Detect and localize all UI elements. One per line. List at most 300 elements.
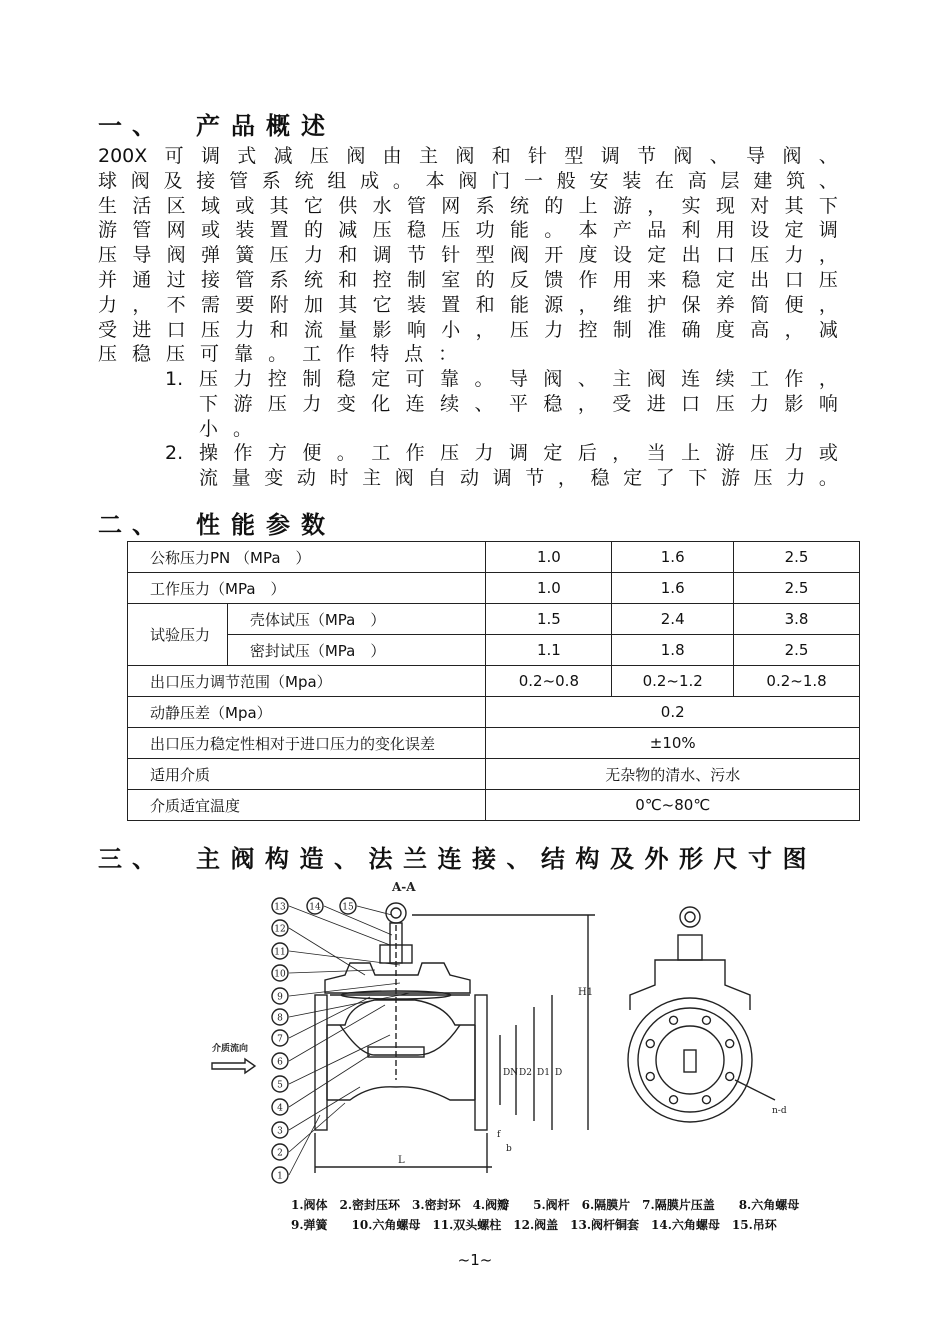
char: 稳 (406, 219, 426, 242)
dim-d2: D2 (519, 1068, 532, 1078)
callout-number: 12 (274, 924, 286, 935)
bolt-hole (726, 1072, 734, 1080)
table-cell: 0.2~1.8 (734, 666, 860, 697)
table-cell: 2.4 (612, 604, 734, 635)
char: 型 (475, 244, 495, 267)
char: 动 (296, 467, 316, 490)
callout-leader (289, 970, 375, 973)
char: 确 (681, 318, 701, 341)
char: 力 (750, 392, 770, 415)
char: 游 (721, 467, 741, 490)
callout-group (272, 898, 410, 1183)
char: 压 (309, 145, 329, 167)
char: 游 (233, 392, 253, 415)
char: 能 (509, 293, 529, 316)
dim-l: L (398, 1155, 405, 1166)
char: 进 (132, 318, 152, 341)
callout-leader (289, 1103, 345, 1152)
callout-number: 15 (342, 902, 354, 913)
table-cell: ±10% (486, 728, 860, 759)
char: 作 (578, 268, 598, 291)
char: 针 (441, 244, 461, 267)
paragraph-line (98, 218, 838, 243)
char: 调 (818, 219, 838, 242)
char: 能 (509, 219, 529, 242)
char: ， (475, 318, 495, 341)
char: 阀 (455, 145, 475, 167)
char: 水 (372, 194, 392, 217)
char: 准 (647, 318, 667, 341)
char: 压 (200, 318, 220, 341)
char: 层 (720, 169, 740, 192)
bolt-hole (670, 1016, 678, 1024)
char: 系 (261, 169, 281, 192)
char: 节 (637, 145, 657, 167)
char: 力 (786, 467, 806, 490)
inlet-flange (315, 995, 327, 1130)
char: 设 (750, 219, 770, 242)
table-cell: 1.6 (612, 573, 734, 604)
char: 定 (543, 442, 563, 465)
char: 调 (508, 442, 528, 465)
char: 连 (681, 368, 701, 390)
dim-h1: H1 (578, 987, 594, 998)
char: ， (647, 194, 667, 217)
table-row (128, 728, 860, 759)
char: 导 (132, 244, 152, 267)
table-cell: 1.1 (486, 635, 612, 666)
char: 统 (303, 268, 323, 291)
char: 和 (491, 145, 511, 167)
bolt-hole (726, 1040, 734, 1048)
char: 要 (235, 293, 255, 316)
char: 安 (589, 169, 609, 192)
side-view-bonnet (630, 960, 750, 1010)
char: 制 (302, 368, 322, 390)
char: 口 (166, 318, 186, 341)
char: 稳 (336, 368, 356, 390)
working-pressure-label: 工作压力（MPa ） (128, 573, 486, 604)
char: 力 (784, 442, 804, 465)
char: 的 (303, 219, 323, 242)
char: 控 (372, 268, 392, 291)
char: 口 (784, 268, 804, 291)
char: 装 (622, 169, 642, 192)
char: 。 (268, 343, 288, 366)
char: 量 (338, 318, 358, 341)
table-row (128, 635, 860, 666)
char: 力 (98, 293, 118, 316)
section-2-title: 性能参数 (196, 511, 336, 539)
char: 维 (612, 293, 632, 316)
char: 减 (818, 318, 838, 341)
char: 活 (132, 194, 152, 217)
char: 200X (98, 145, 148, 167)
seal-test-label: 密封试压（MPa ） (227, 635, 486, 666)
char: 稳 (132, 343, 152, 366)
char: 节 (406, 244, 426, 267)
char: 阀 (130, 169, 150, 192)
char: 变 (264, 467, 284, 490)
char: 实 (681, 194, 701, 217)
char: 调 (200, 145, 220, 167)
char: 力 (235, 318, 255, 341)
callout-number: 2 (277, 1148, 283, 1159)
paragraph-line (98, 342, 838, 367)
callout-number: 8 (277, 1013, 283, 1024)
char: 小 (199, 417, 219, 440)
dim-f: f (497, 1130, 501, 1140)
table-row (128, 790, 860, 821)
char: 定 (647, 244, 667, 267)
char: 动 (460, 467, 480, 490)
char: 主 (612, 368, 632, 390)
char: 平 (508, 392, 528, 415)
char: 压 (753, 467, 773, 490)
char: 稳 (543, 392, 563, 415)
char: 阀 (346, 145, 366, 167)
char: 减 (338, 219, 358, 242)
char: 控 (267, 368, 287, 390)
char: 装 (406, 293, 426, 316)
char: 点 (404, 343, 424, 366)
char: 、 (709, 145, 729, 167)
char: 式 (237, 145, 257, 167)
char: 口 (681, 392, 701, 415)
char: 球 (98, 169, 118, 192)
char: 了 (655, 467, 675, 490)
char: 压 (509, 318, 529, 341)
char: 方 (267, 442, 287, 465)
char: 其 (338, 293, 358, 316)
char: 度 (715, 318, 735, 341)
dim-dn: DN (503, 1068, 519, 1078)
char: 和 (338, 268, 358, 291)
char: 工 (302, 343, 322, 366)
char: 力 (784, 244, 804, 267)
char: 压 (372, 219, 392, 242)
char: 阀 (394, 467, 414, 490)
table-cell: 0.2~1.2 (612, 666, 734, 697)
feature-line (199, 367, 838, 392)
paragraph-line (98, 243, 838, 268)
char: 供 (338, 194, 358, 217)
feature-line (199, 417, 838, 442)
char: 和 (338, 244, 358, 267)
char: 管 (132, 219, 152, 242)
char: 和 (269, 318, 289, 341)
parts-line-1: 1.阀体 2.密封压环 3.密封环 4.阀瓣 5.阀杆 6.隔膜片 7.隔膜片压盖 8.六角螺母 (291, 1198, 800, 1212)
callout-leader (289, 951, 400, 965)
callout-leader (289, 1087, 360, 1130)
paragraph-line (98, 293, 838, 318)
char: 接 (200, 268, 220, 291)
char: 系 (269, 268, 289, 291)
char: 由 (382, 145, 402, 167)
callout-leader (289, 1055, 370, 1107)
table-row (128, 542, 860, 573)
char: 通 (132, 268, 152, 291)
side-view-flange (628, 998, 752, 1122)
char: 养 (715, 293, 735, 316)
char: 游 (612, 194, 632, 217)
char: 调 (492, 467, 512, 490)
char: 弹 (200, 244, 220, 267)
table-cell: 0℃~80℃ (486, 790, 860, 821)
char: 作 (784, 368, 804, 390)
char: 变 (336, 392, 356, 415)
char: 当 (646, 442, 666, 465)
char: 量 (231, 467, 251, 490)
char: 管 (229, 169, 249, 192)
char: 成 (360, 169, 380, 192)
table-cell: 1.8 (612, 635, 734, 666)
callout-number: 6 (277, 1057, 283, 1068)
char: ， (578, 293, 598, 316)
dim-b: b (506, 1144, 512, 1154)
char: ， (818, 368, 838, 390)
char: 靠 (234, 343, 254, 366)
char: 、 (818, 169, 838, 192)
char: 网 (166, 219, 186, 242)
outlet-flange (475, 995, 487, 1130)
char: 便 (302, 442, 322, 465)
char: 制 (612, 318, 632, 341)
char: 统 (294, 169, 314, 192)
char: 力 (233, 368, 253, 390)
table-row (128, 697, 860, 728)
char: 受 (98, 318, 118, 341)
dim-d: D (555, 1068, 563, 1078)
char: 域 (200, 194, 220, 217)
char: 阀 (166, 244, 186, 267)
paragraph-line (98, 169, 838, 194)
char: 口 (715, 244, 735, 267)
char: 设 (612, 244, 632, 267)
char: ， (557, 467, 577, 490)
paragraph-line (98, 268, 838, 293)
outlet-range-label: 出口压力调节范围（Mpa） (128, 666, 486, 697)
char: 流 (199, 467, 219, 490)
char: 筑 (786, 169, 806, 192)
char: 其 (784, 194, 804, 217)
callout-number: 9 (277, 992, 283, 1003)
char: 用 (715, 219, 735, 242)
nominal-pressure-label: 公称压力PN （MPa ） (128, 542, 486, 573)
valve-drawing (200, 875, 787, 1190)
stability-label: 出口压力稳定性相对于进口压力的变化误差 (128, 728, 486, 759)
char: 一 (523, 169, 543, 192)
char: 或 (818, 442, 838, 465)
bolt-hole (702, 1016, 710, 1024)
char: 区 (166, 194, 186, 217)
medium-label: 适用介质 (128, 759, 486, 790)
flow-label: 介质流向 (212, 1044, 249, 1054)
char: 节 (525, 467, 545, 490)
dim-nd: n-d (772, 1106, 787, 1116)
char: 压 (166, 343, 186, 366)
callout-number: 5 (277, 1080, 283, 1091)
char: 。 (818, 467, 838, 490)
char: 高 (687, 169, 707, 192)
char: 和 (475, 293, 495, 316)
callout-leader (324, 906, 392, 935)
char: 力 (303, 244, 323, 267)
char: 作 (336, 343, 356, 366)
char: 护 (647, 293, 667, 316)
paragraph-line (98, 144, 838, 169)
section-2-heading (98, 505, 336, 540)
char: 室 (441, 268, 461, 291)
char: 续 (440, 392, 460, 415)
char: 生 (98, 194, 118, 217)
char: 阀 (673, 145, 693, 167)
char: 附 (269, 293, 289, 316)
char: 的 (544, 194, 564, 217)
section-3-title: 主阀构造、法兰连接、结构及外形尺寸图 (196, 845, 817, 873)
page-number: ~1~ (457, 1251, 493, 1269)
section-3-heading (98, 839, 817, 874)
char: 后 (577, 442, 597, 465)
char: 受 (612, 392, 632, 415)
char: 定 (784, 219, 804, 242)
temperature-label: 介质适宜温度 (128, 790, 486, 821)
char: 靠 (440, 368, 460, 390)
char: 门 (491, 169, 511, 192)
char: 游 (715, 442, 735, 465)
flow-arrow-icon (212, 1059, 255, 1073)
char: 置 (441, 293, 461, 316)
table-cell: 2.5 (734, 573, 860, 604)
char: 本 (425, 169, 445, 192)
char: 阀 (646, 368, 666, 390)
char: 、 (474, 392, 494, 415)
static-dynamic-label: 动静压差（Mpa） (128, 697, 486, 728)
callout-number: 11 (274, 947, 286, 958)
char: 需 (200, 293, 220, 316)
char: 功 (475, 219, 495, 242)
feature-line (199, 466, 838, 491)
callout-leader (289, 1035, 390, 1084)
char: ： (438, 343, 458, 366)
shell-test-label: 壳体试压（MPa ） (227, 604, 486, 635)
char: 针 (528, 145, 548, 167)
char: 来 (647, 268, 667, 291)
char: 调 (372, 244, 392, 267)
table-cell: 1.0 (486, 542, 612, 573)
char: 化 (371, 392, 391, 415)
char: 定 (715, 268, 735, 291)
char: 统 (509, 194, 529, 217)
char: 稳 (590, 467, 610, 490)
char: 反 (509, 268, 529, 291)
char: 定 (623, 467, 643, 490)
char: 不 (166, 293, 186, 316)
char: 作 (233, 442, 253, 465)
char: 或 (200, 219, 220, 242)
char: 。 (336, 442, 356, 465)
char: 小 (441, 318, 461, 341)
table-row (128, 573, 860, 604)
char: 利 (681, 219, 701, 242)
section-1-number: 一、 (98, 112, 166, 140)
section-1-heading (98, 106, 336, 141)
char: ， (784, 318, 804, 341)
char: 及 (163, 169, 183, 192)
table-cell: 1.6 (612, 542, 734, 573)
char: 在 (655, 169, 675, 192)
char: 源 (544, 293, 564, 316)
char: 用 (612, 268, 632, 291)
char: 连 (405, 392, 425, 415)
table-cell: 1.0 (486, 573, 612, 604)
char: 装 (235, 219, 255, 242)
char: 响 (818, 392, 838, 415)
char: 流 (303, 318, 323, 341)
char: 简 (750, 293, 770, 316)
bolt-hole (646, 1040, 654, 1048)
lifting-ring (386, 903, 406, 923)
table-cell: 0.2~0.8 (486, 666, 612, 697)
table-row (128, 604, 860, 635)
intro-paragraph (98, 144, 838, 367)
char: 压 (715, 392, 735, 415)
feature-line (199, 441, 838, 466)
char: 现 (715, 194, 735, 217)
char: 压 (267, 392, 287, 415)
char: 控 (578, 318, 598, 341)
char: 它 (372, 293, 392, 316)
char: 可 (200, 343, 220, 366)
char: 阀 (509, 244, 529, 267)
char: 续 (715, 368, 735, 390)
char: 、 (577, 368, 597, 390)
callout-number: 13 (274, 902, 286, 913)
char: 响 (406, 318, 426, 341)
char: 上 (681, 442, 701, 465)
bolt-hole (670, 1096, 678, 1104)
callout-number: 10 (274, 969, 286, 980)
table-cell: 2.5 (734, 635, 860, 666)
table-cell: 2.5 (734, 542, 860, 573)
char: 上 (578, 194, 598, 217)
table-row (128, 759, 860, 790)
char: ， (818, 293, 838, 316)
char: 导 (508, 368, 528, 390)
char: 阀 (543, 368, 563, 390)
char: 般 (556, 169, 576, 192)
char: 过 (166, 268, 186, 291)
char: 本 (578, 219, 598, 242)
char: 的 (475, 268, 495, 291)
char: 阀 (458, 169, 478, 192)
char: 压 (818, 268, 838, 291)
char: 下 (199, 392, 219, 415)
char: 压 (269, 244, 289, 267)
feature-line (199, 392, 838, 417)
section-3-number: 三、 (98, 845, 166, 873)
char: 可 (164, 145, 184, 167)
char: 接 (196, 169, 216, 192)
char: 便 (784, 293, 804, 316)
table-row (128, 666, 860, 697)
char: 保 (681, 293, 701, 316)
char: 加 (303, 293, 323, 316)
char: 压 (98, 343, 118, 366)
char: 游 (98, 219, 118, 242)
char: 下 (688, 467, 708, 490)
section-1-title: 产品概述 (196, 112, 336, 140)
